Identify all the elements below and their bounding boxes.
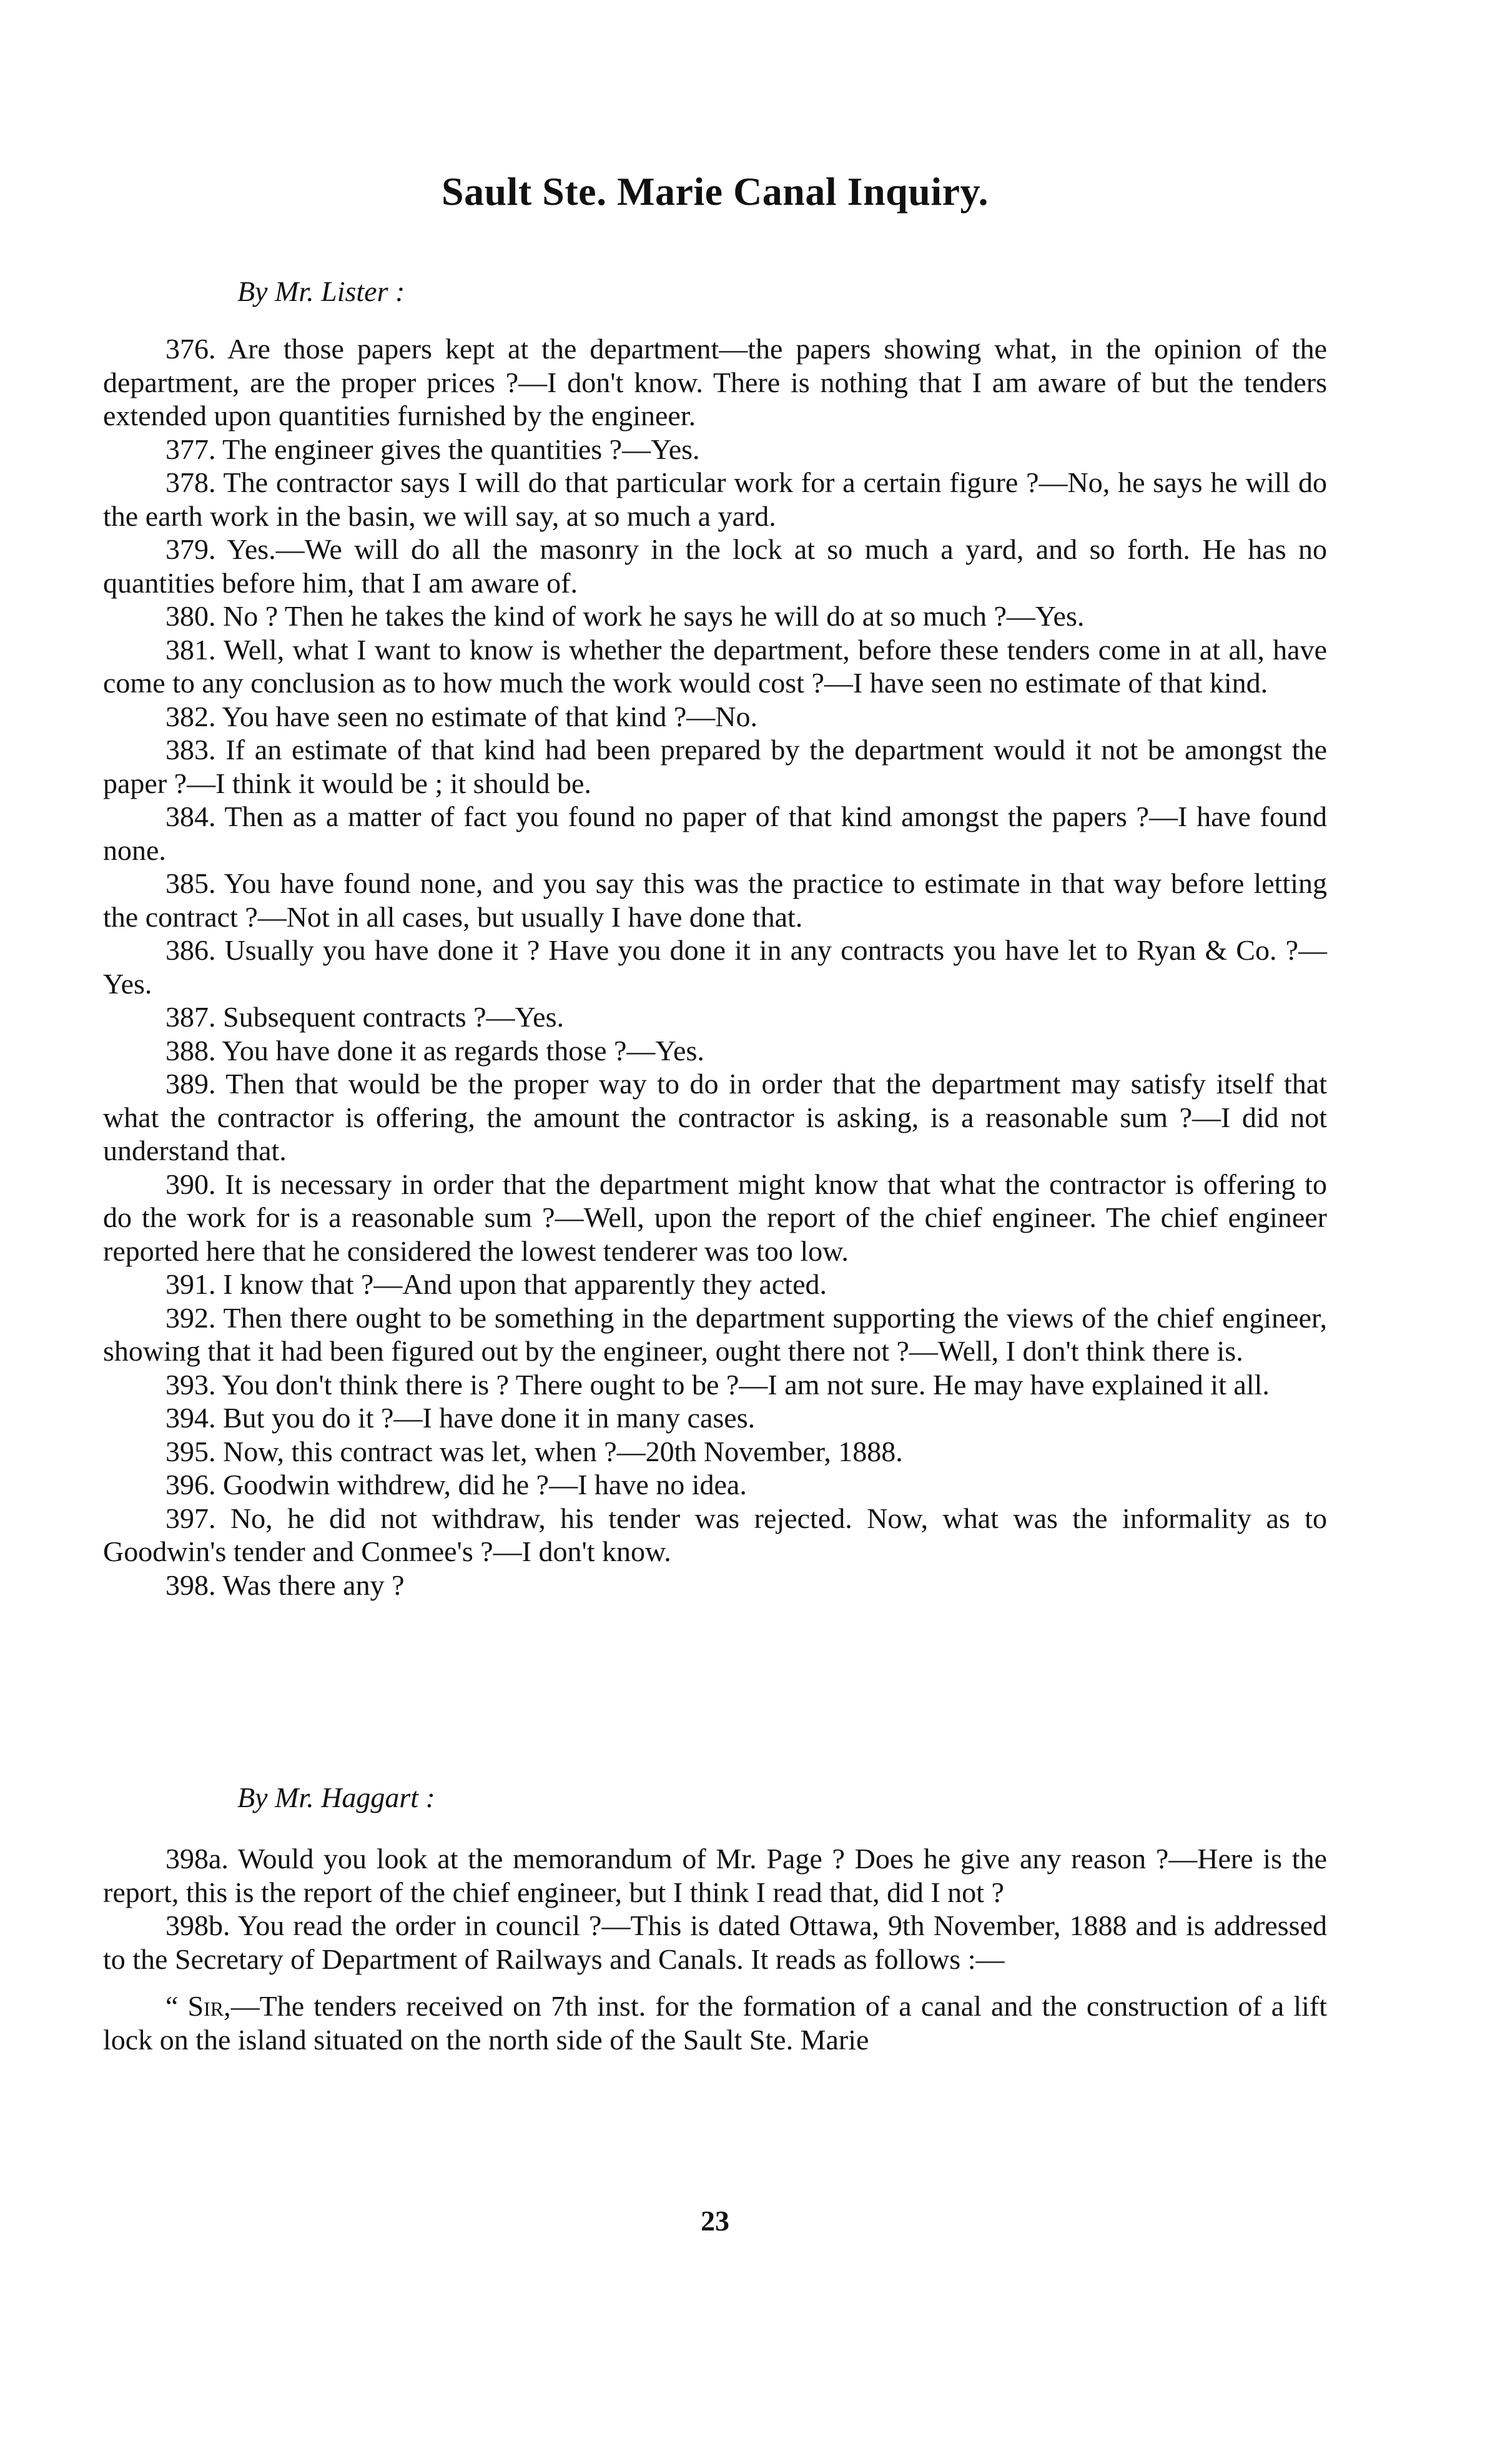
testimony-paragraph: 398a. Would you look at the memorandum of Mr. Page ? Does he give any reason ?—Here is the report, this is the report of the chief engineer, but I think I read that, did I not ? (103, 1843, 1327, 1908)
testimony-paragraph: 398. Was there any ? (165, 1569, 405, 1601)
testimony-paragraph: 378. The contractor says I will do that particular work for a certain figure ?—No, he says he will do the earth work in the basin, we will say, at so much a yard. (103, 466, 1327, 532)
page-number: 23 (701, 2205, 729, 2237)
testimony-paragraph: 383. If an estimate of that kind had been prepared by the department would it not be amongst the paper ?—I think it would be ; it should be. (103, 734, 1327, 799)
testimony-block-lister (103, 332, 1327, 1602)
testimony-paragraph: 395. Now, this contract was let, when ?—20th November, 1888. (165, 1435, 903, 1467)
testimony-paragraph: 387. Subsequent contracts ?—Yes. (165, 1001, 564, 1033)
testimony-paragraph: 388. You have done it as regards those ?—Yes. (165, 1034, 704, 1067)
testimony-paragraph: 376. Are those papers kept at the department—the papers showing what, in the opinion of the department, are the proper prices ?—I don't know. There is nothing that I am aware of but the tenders extended upon quantities furnished by the engineer. (103, 333, 1327, 431)
section-heading-haggart: By Mr. Haggart : (237, 1781, 435, 1813)
section-heading-lister: By Mr. Lister : (237, 275, 405, 307)
testimony-paragraph: 382. You have seen no estimate of that kind ?—No. (165, 700, 757, 732)
testimony-paragraph: 386. Usually you have done it ? Have you done it in any contracts you have let to Ryan & Co. ?—Yes. (103, 934, 1327, 1000)
letter-salutation: Sir (187, 1990, 224, 2022)
quoted-letter (103, 1989, 1327, 2056)
testimony-paragraph: 394. But you do it ?—I have done it in many cases. (165, 1402, 756, 1434)
testimony-paragraph: 377. The engineer gives the quantities ?—Yes. (165, 433, 700, 465)
letter-text: ,—The tenders received on 7th inst. for the formation of a canal and the construction of a lift lock on the island situated on the north side of the Sault Ste. Marie (103, 1990, 1327, 2056)
testimony-paragraph: 385. You have found none, and you say this was the practice to estimate in that way before letting the contract ?—Not in all cases, but usually I have done that. (103, 867, 1327, 933)
testimony-paragraph: 397. No, he did not withdraw, his tender was rejected. Now, what was the informality as to Goodwin's tender and Conmee's ?—I don't know. (103, 1502, 1327, 1567)
testimony-paragraph: 390. It is necessary in order that the department might know that what the contractor is offering to do the work for is a reasonable sum ?—Well, upon the report of the chief engineer. The chief engineer reported here that he considered the lowest tenderer was too low. (103, 1168, 1327, 1267)
testimony-paragraph: 381. Well, what I want to know is whether the department, before these tenders come in at all, have come to any conclusion as to how much the work would cost ?—I have seen no estimate of that kind. (103, 633, 1327, 699)
testimony-paragraph: 398b. You read the order in council ?—This is dated Ottawa, 9th November, 1888 and is addressed to the Secretary of Department of Railways and Canals. It reads as follows :— (103, 1910, 1327, 1975)
quote-mark: “ (165, 1990, 188, 2022)
testimony-paragraph: 392. Then there ought to be something in the department supporting the views of the chief engineer, showing that it had been figured out by the engineer, ought there not ?—Well, I don't think there is. (103, 1301, 1327, 1367)
testimony-paragraph: 380. No ? Then he takes the kind of work he says he will do at so much ?—Yes. (165, 600, 1085, 632)
testimony-block-haggart (103, 1842, 1327, 2056)
testimony-paragraph: 389. Then that would be the proper way to do in order that the department may satisfy itself that what the contractor is offering, the amount the contractor is asking, is a reasonable sum ?—I did not understand that. (103, 1068, 1327, 1166)
testimony-paragraph: 391. I know that ?—And upon that apparently they acted. (165, 1268, 827, 1300)
testimony-paragraph: 379. Yes.—We will do all the masonry in the lock at so much a yard, and so forth. He has no quantities before him, that I am aware of. (103, 533, 1327, 599)
page-title: Sault Ste. Marie Canal Inquiry. (441, 169, 989, 214)
testimony-paragraph: 393. You don't think there is ? There ought to be ?—I am not sure. He may have explained it all. (165, 1368, 1270, 1401)
testimony-paragraph: 396. Goodwin withdrew, did he ?—I have no idea. (165, 1469, 747, 1501)
testimony-paragraph: 384. Then as a matter of fact you found no paper of that kind amongst the papers ?—I have found none. (103, 801, 1327, 866)
